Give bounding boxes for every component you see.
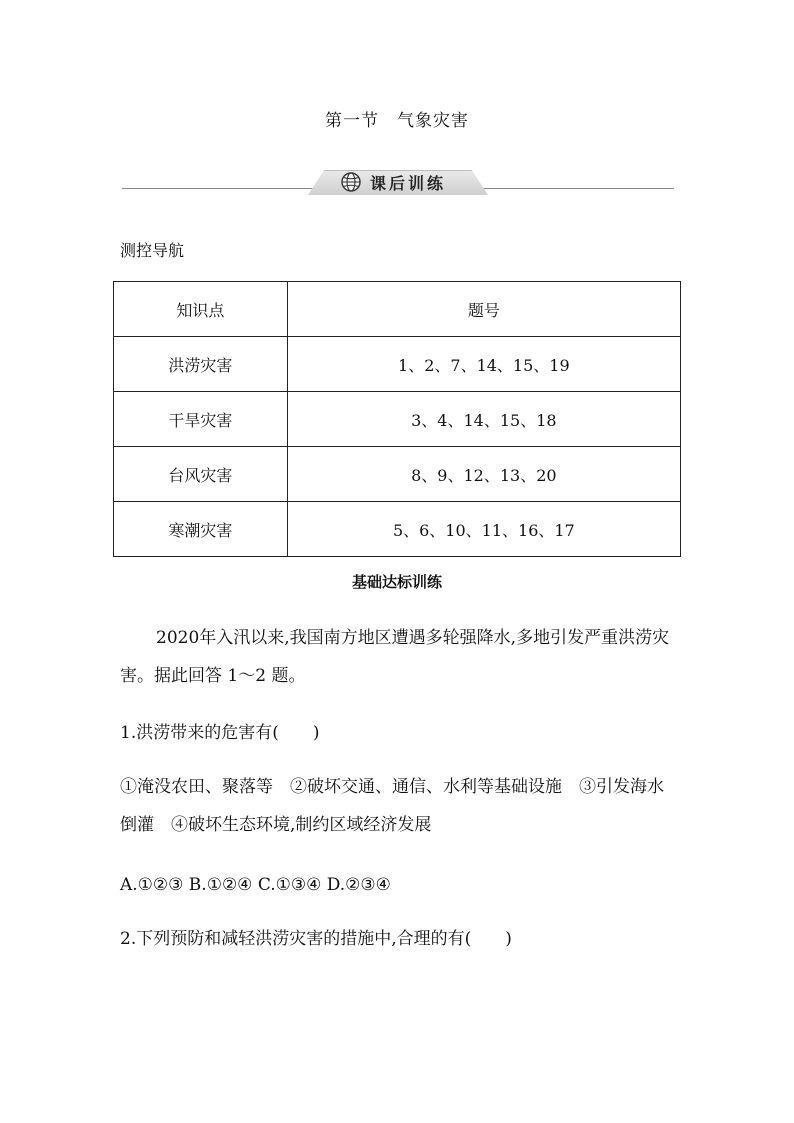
banner-label: 课后训练 [370, 174, 447, 193]
table-header-cell: 知识点 [114, 282, 288, 337]
table-row [114, 392, 681, 447]
table-row [114, 447, 681, 502]
navigation-table [113, 281, 681, 557]
intro-paragraph: 2020年入汛以来,我国南方地区遭遇多轮强降水,多地引发严重洪涝灾害。据此回答 1～2 题。 [120, 628, 670, 686]
table-row [114, 502, 681, 557]
subsection-title: 基础达标训练 [351, 573, 442, 591]
question-numbers-cell: 5、6、10、11、16、17 [287, 502, 680, 557]
section-banner [122, 168, 674, 196]
topic-cell: 寒潮灾害 [114, 502, 288, 557]
topic-cell: 台风灾害 [114, 447, 288, 502]
table-header-cell: 题号 [287, 282, 680, 337]
table-row [114, 337, 681, 392]
topic-cell: 干旱灾害 [114, 392, 288, 447]
question-1-items: ①淹没农田、聚落等 ②破坏交通、通信、水利等基础设施 ③引发海水倒灌 ④破坏生态环境,制约区域经济发展 [120, 777, 664, 835]
globe-icon [340, 171, 362, 193]
question-2-stem: 2.下列预防和减轻洪涝灾害的措施中,合理的有( ) [120, 929, 512, 949]
page-title: 第一节 气象灾害 [325, 111, 469, 131]
table-header-row [114, 282, 681, 337]
question-numbers-cell: 3、4、14、15、18 [287, 392, 680, 447]
question-1-options: A.①②③ B.①②④ C.①③④ D.②③④ [120, 875, 391, 895]
question-1-stem: 1.洪涝带来的危害有( ) [120, 723, 320, 743]
section-title: 测控导航 [120, 241, 185, 260]
topic-cell: 洪涝灾害 [114, 337, 288, 392]
question-numbers-cell: 8、9、12、13、20 [287, 447, 680, 502]
question-numbers-cell: 1、2、7、14、15、19 [287, 337, 680, 392]
